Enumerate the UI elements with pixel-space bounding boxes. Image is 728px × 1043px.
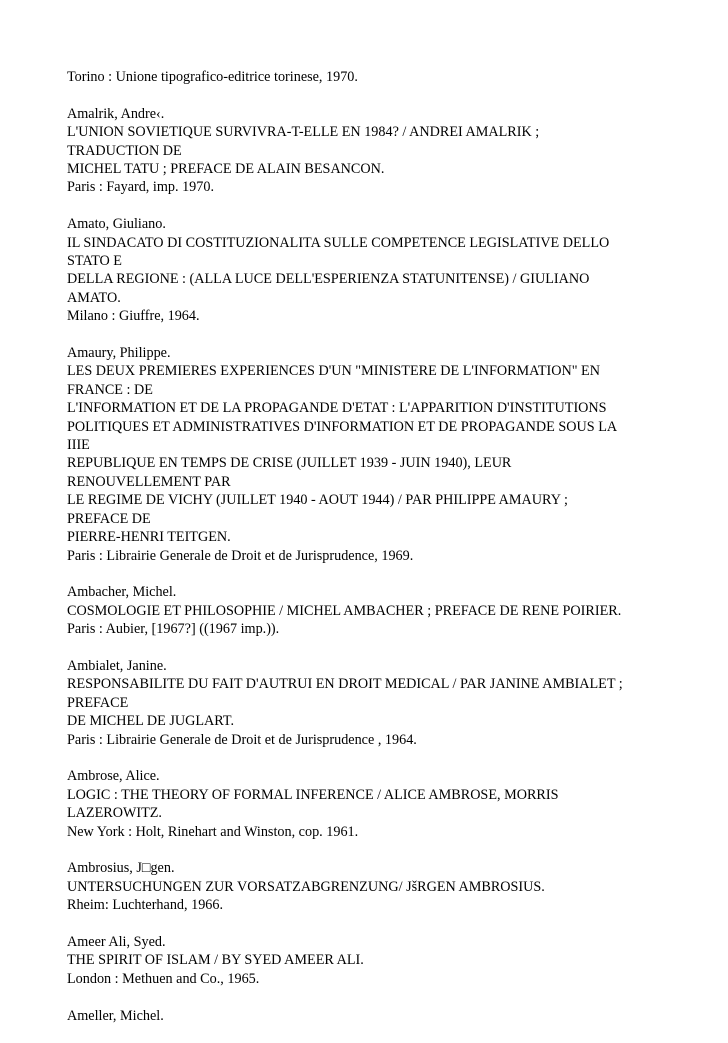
entry-text-line: DE MICHEL DE JUGLART. [67, 713, 235, 730]
catalog-entry [67, 215, 667, 325]
entry-text-line: IL SINDACATO DI COSTITUZIONALITA SULLE COMPETENCE LEGISLATIVE DELLO [67, 234, 610, 251]
entry-heading-line: Amato, Giuliano. [67, 216, 166, 233]
entry-text-line: Paris : Librairie Generale de Droit et de Jurisprudence, 1969. [67, 547, 414, 564]
catalog-entry [67, 1007, 667, 1025]
entry-text-line: Paris : Librairie Generale de Droit et de Jurisprudence , 1964. [67, 731, 417, 748]
entry-text-line: London : Methuen and Co., 1965. [67, 970, 260, 987]
entry-text-line: Rheim: Luchterhand, 1966. [67, 897, 224, 914]
entry-text-line: TRADUCTION DE [67, 142, 182, 159]
entry-text-line: POLITIQUES ET ADMINISTRATIVES D'INFORMATION ET DE PROPAGANDE SOUS LA [67, 418, 618, 435]
entry-text-line: DELLA REGIONE : (ALLA LUCE DELL'ESPERIENZA STATUNITENSE) / GIULIANO [67, 271, 590, 288]
entry-text-line: LES DEUX PREMIERES EXPERIENCES D'UN "MINISTERE DE L'INFORMATION" EN [67, 363, 600, 380]
entry-heading-line: Torino : Unione tipografico-editrice torinese, 1970. [67, 69, 358, 85]
catalog-entry [67, 583, 667, 638]
entry-heading-line: Ameer Ali, Syed. [67, 933, 166, 950]
entry-text-line: STATO E [67, 253, 122, 270]
entry-text-line: Paris : Aubier, [1967?] ((1967 imp.)). [67, 621, 280, 638]
entry-text-line: FRANCE : DE [67, 381, 153, 398]
entry-text-line: PREFACE [67, 694, 129, 711]
entry-text-line: RENOUVELLEMENT PAR [67, 473, 231, 490]
entry-text-line: LE REGIME DE VICHY (JUILLET 1940 - AOUT 1944) / PAR PHILIPPE AMAURY ; [67, 492, 568, 509]
entry-heading-line: Ambialet, Janine. [67, 657, 167, 674]
entry-text-line: UNTERSUCHUNGEN ZUR VORSATZABGRENZUNG/ JšRGEN AMBROSIUS. [67, 878, 545, 895]
entry-text-line: L'INFORMATION ET DE LA PROPAGANDE D'ETAT : L'APPARITION D'INSTITUTIONS [67, 400, 607, 417]
entry-text-line: AMATO. [67, 289, 121, 306]
catalog-entry [67, 68, 667, 86]
entry-text-line: Paris : Fayard, imp. 1970. [67, 179, 214, 196]
entry-text-line: LAZEROWITZ. [67, 805, 162, 822]
entry-text-line: PREFACE DE [67, 510, 151, 527]
entry-text-line: PIERRE-HENRI TEITGEN. [67, 529, 231, 546]
entry-text-line: L'UNION SOVIETIQUE SURVIVRA-T-ELLE EN 1984? / ANDREI AMALRIK ; [67, 124, 540, 141]
catalog-entry [67, 767, 667, 841]
entry-heading-line: Ambacher, Michel. [67, 584, 177, 601]
entry-text-line: THE SPIRIT OF ISLAM / BY SYED AMEER ALI. [67, 952, 364, 969]
entry-heading-line: Ambrose, Alice. [67, 768, 160, 785]
entry-heading-line: Ambrosius, J□gen. [67, 860, 175, 877]
entry-text-line: REPUBLIQUE EN TEMPS DE CRISE (JUILLET 1939 - JUIN 1940), LEUR [67, 455, 512, 472]
entry-text-line: New York : Holt, Rinehart and Winston, cop. 1961. [67, 823, 359, 840]
entry-text-line: MICHEL TATU ; PREFACE DE ALAIN BESANCON. [67, 161, 385, 178]
entry-text-line: IIIE [67, 437, 90, 454]
entry-heading-line: Amalrik, Andre‹. [67, 105, 165, 122]
catalog-entry [67, 657, 667, 749]
entry-text-line: Milano : Giuffre, 1964. [67, 308, 200, 325]
entry-heading-line: Ameller, Michel. [67, 1007, 164, 1024]
entry-text-line: RESPONSABILITE DU FAIT D'AUTRUI EN DROIT MEDICAL / PAR JANINE AMBIALET ; [67, 676, 623, 693]
catalog-page [67, 68, 667, 1043]
entry-text-line: COSMOLOGIE ET PHILOSOPHIE / MICHEL AMBACHER ; PREFACE DE RENE POIRIER. [67, 602, 622, 619]
catalog-entry [67, 344, 667, 565]
entry-text-line: LOGIC : THE THEORY OF FORMAL INFERENCE / ALICE AMBROSE, MORRIS [67, 786, 559, 803]
catalog-entry [67, 105, 667, 197]
catalog-entry [67, 933, 667, 988]
entry-heading-line: Amaury, Philippe. [67, 345, 171, 362]
catalog-entry [67, 859, 667, 914]
